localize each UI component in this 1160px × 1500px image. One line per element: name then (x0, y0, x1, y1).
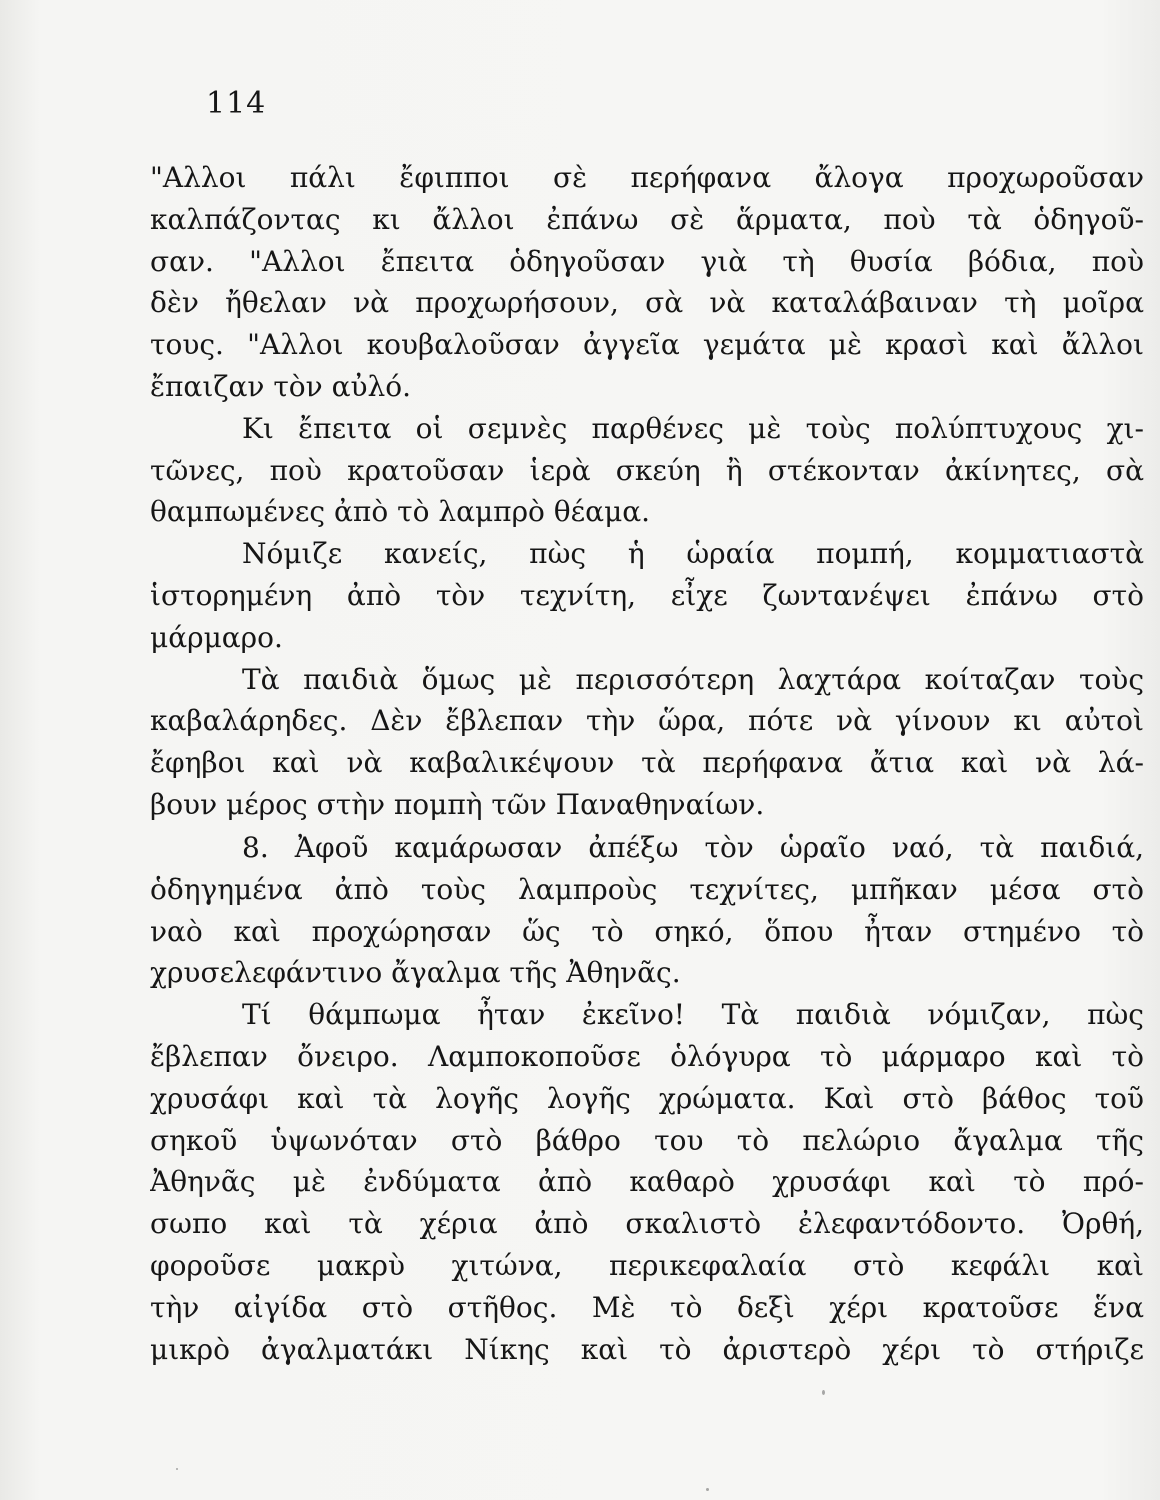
text-line: χρυσάφι καὶ τὰ λογῆς λογῆς χρώματα. Καὶ στὸ βάθος τοῦ (150, 1081, 1144, 1115)
text-line: ὁδηγημένα ἀπὸ τοὺς λαμπροὺς τεχνίτες, μπῆκαν μέσα στὸ (150, 872, 1144, 906)
text-line: ἱστορημένη ἀπὸ τὸν τεχνίτη, εἶχε ζωντανέψει ἐπάνω στὸ (150, 578, 1144, 612)
paper-speck (176, 1468, 178, 1470)
text-line: χρυσελεφάντινο ἄγαλμα τῆς Ἀθηνᾶς. (150, 956, 681, 990)
text-line: τὴν αἰγίδα στὸ στῆθος. Μὲ τὸ δεξὶ χέρι κρατοῦσε ἕνα (150, 1290, 1144, 1324)
text-line: Κι ἔπειτα οἱ σεμνὲς παρθένες μὲ τοὺς πολύπτυχους χι- (242, 411, 1144, 445)
section-one-text (150, 157, 1144, 826)
text-line: ναὸ καὶ προχώρησαν ὥς τὸ σηκό, ὅπου ἦταν στημένο τὸ (150, 914, 1144, 948)
text-line: 8. Ἀφοῦ καμάρωσαν ἀπέξω τὸν ὡραῖο ναό, τὰ παιδιά, (242, 831, 1144, 864)
text-line: Ἀθηνᾶς μὲ ἐνδύματα ἀπὸ καθαρὸ χρυσάφι καὶ τὸ πρό- (150, 1165, 1144, 1199)
text-line: θαμπωμένες ἀπὸ τὸ λαμπρὸ θέαμα. (150, 495, 651, 529)
text-line: Τὰ παιδιὰ ὅμως μὲ περισσότερη λαχτάρα κοίταζαν τοὺς (242, 662, 1144, 696)
text-line: σωπο καὶ τὰ χέρια ἀπὸ σκαλιστὸ ἐλεφαντόδοντο. Ὀρθή, (150, 1207, 1144, 1241)
text-line: τους. "Αλλοι κουβαλοῦσαν ἀγγεῖα γεμάτα μὲ κρασὶ καὶ ἄλλοι (150, 328, 1144, 362)
text-line: σαν. "Αλλοι ἔπειτα ὁδηγοῦσαν γιὰ τὴ θυσία βόδια, ποὺ (150, 244, 1144, 278)
page-number: 114 (206, 86, 267, 121)
text-line: βουν μέρος στὴν πομπὴ τῶν Παναθηναίων. (150, 787, 765, 821)
text-line: μάρμαρο. (150, 620, 283, 654)
text-line: δὲν ἤθελαν νὰ προχωρήσουν, σὰ νὰ καταλάβαιναν τὴ μοῖρα (150, 286, 1144, 320)
text-line: "Αλλοι πάλι ἔφιπποι σὲ περήφανα ἄλογα προχωροῦσαν (150, 161, 1144, 194)
paper-speck (822, 1390, 825, 1395)
text-line: ἔπαιζαν τὸν αὐλό. (150, 369, 412, 403)
section-two-text (150, 827, 1144, 1370)
text-line: ἔφηβοι καὶ νὰ καβαλικέψουν τὰ περήφανα ἄτια καὶ νὰ λά- (150, 746, 1144, 780)
text-line: σηκοῦ ὑψωνόταν στὸ βάθρο του τὸ πελώριο ἄγαλμα τῆς (150, 1123, 1144, 1157)
text-line: Νόμιζε κανείς, πὼς ἡ ὡραία πομπή, κομματιαστὰ (242, 537, 1144, 571)
text-line: καβαλάρηδες. Δὲν ἔβλεπαν τὴν ὥρα, πότε νὰ γίνουν κι αὐτοὶ (150, 704, 1144, 738)
text-line: τῶνες, ποὺ κρατοῦσαν ἱερὰ σκεύη ἢ στέκονταν ἀκίνητες, σὰ (150, 453, 1144, 487)
text-line: φοροῦσε μακρὺ χιτώνα, περικεφαλαία στὸ κεφάλι καὶ (150, 1248, 1144, 1282)
text-line: μικρὸ ἀγαλματάκι Νίκης καὶ τὸ ἀριστερὸ χέρι τὸ στήριζε (150, 1332, 1144, 1366)
paper-speck (706, 1488, 709, 1491)
text-line: Τί θάμπωμα ἦταν ἐκεῖνο! Τὰ παιδιὰ νόμιζαν, πὼς (242, 998, 1144, 1032)
text-line: καλπάζοντας κι ἄλλοι ἐπάνω σὲ ἅρματα, ποὺ τὰ ὁδηγοῦ- (150, 202, 1144, 236)
text-line: ἔβλεπαν ὄνειρο. Λαμποκοποῦσε ὁλόγυρα τὸ μάρμαρο καὶ τὸ (150, 1039, 1144, 1073)
